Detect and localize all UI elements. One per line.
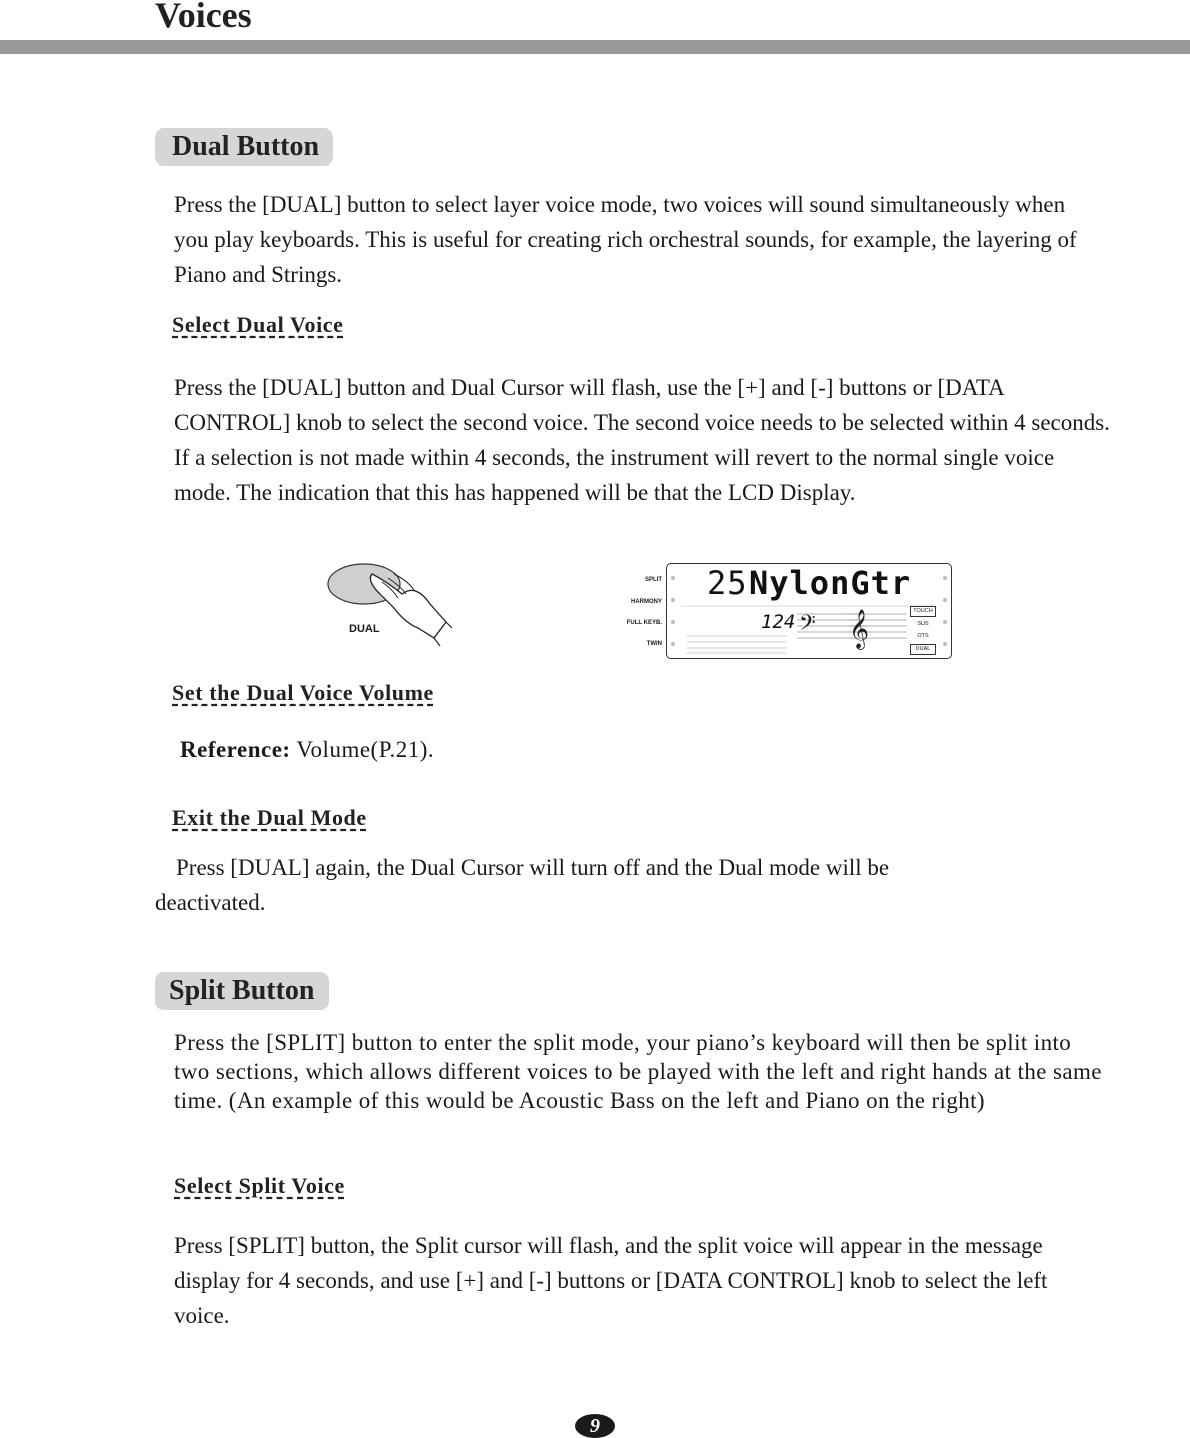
svg-text:𝄞: 𝄞 — [849, 609, 870, 649]
lcd-label-twin: TWIN — [646, 641, 662, 647]
reference-link: Volume(P.21). — [296, 737, 435, 762]
title-bar — [0, 40, 1190, 54]
exit-dual-mode-heading: Exit the Dual Mode — [172, 805, 367, 830]
split-button-heading: Split Button — [155, 972, 329, 1010]
page-title: Voices — [155, 0, 252, 35]
lcd-tempo: 124 — [761, 611, 796, 633]
lcd-label-split: SPLIT — [644, 577, 662, 583]
lcd-ots-indicator: OTS — [917, 633, 929, 639]
dual-button-illustration — [322, 556, 452, 646]
exit-dual-mode-text-line2: deactivated. — [155, 890, 266, 915]
lcd-display-illustration — [602, 560, 962, 662]
lcd-voice-name: NylonGtr — [749, 564, 912, 602]
lcd-sus-indicator: SUS — [917, 621, 929, 627]
lcd-label-harmony: HARMONY — [631, 599, 662, 605]
lcd-dual-indicator: DUAL — [910, 644, 936, 655]
reference-label: Reference: — [180, 737, 291, 762]
select-split-voice-text: Press [SPLIT] button, the Split cursor will flash, and the split voice will appear in the message display for 4 seconds, and use [+] and [-] buttons or [DATA CONTROL] knob to select the left voice. — [174, 1233, 1048, 1328]
dual-button-label: DUAL — [349, 623, 380, 635]
svg-text:𝄢: 𝄢 — [799, 611, 816, 641]
lcd-touch-indicator: TOUCH — [910, 606, 936, 617]
dual-volume-reference — [180, 737, 434, 763]
select-split-voice-heading: Select Split Voice — [174, 1173, 345, 1198]
exit-dual-mode-text-line1: Press [DUAL] again, the Dual Cursor will turn off and the Dual mode will be — [176, 855, 890, 880]
select-dual-voice-text: Press the [DUAL] button and Dual Cursor will flash, use the [+] and [-] buttons or [DATA CONTROL] knob to select the second voice. The second voice needs to be selected within 4 seconds. If a selection is not made within 4 seconds, the instrument will revert to the normal single voice mode. The indication that this has happened will be that the LCD Display. — [174, 375, 1110, 505]
lcd-frame — [666, 563, 952, 659]
lcd-status-column — [910, 606, 936, 655]
page-number: 9 — [575, 1414, 615, 1438]
lcd-label-full-keyb: FULL KEYB. — [626, 620, 662, 626]
dual-button-heading: Dual Button — [155, 128, 333, 166]
split-intro-text: Press the [SPLIT] button to enter the split mode, your piano’s keyboard will then be split into two sections, which allows different voices to be played with the left and right hands at the same time. (An example of this would be Acoustic Bass on the left and Piano on the right) — [174, 1030, 1102, 1113]
hand-pressing-icon — [322, 556, 452, 646]
dual-intro-text: Press the [DUAL] button to select layer voice mode, two voices will sound simultaneously when you play keyboards. This is useful for creating rich orchestral sounds, for example, the layering of Piano and Strings. — [174, 192, 1077, 287]
lcd-voice-number: 25 — [707, 564, 748, 602]
set-dual-voice-volume-heading: Set the Dual Voice Volume — [172, 680, 434, 705]
select-dual-voice-heading: Select Dual Voice — [172, 312, 344, 337]
